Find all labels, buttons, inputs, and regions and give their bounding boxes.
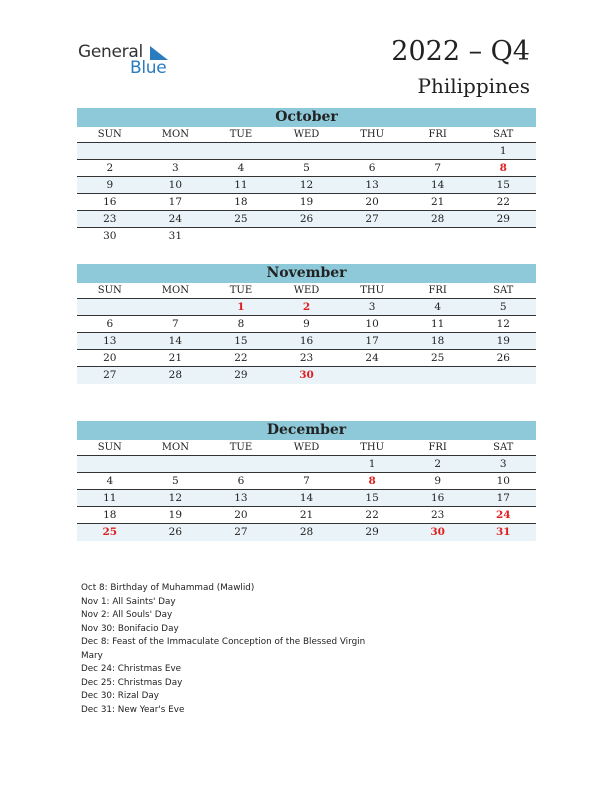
holiday-list-item: Mary	[81, 650, 103, 661]
day-cell: 10	[168, 179, 183, 191]
weekday-label: SAT	[493, 129, 514, 140]
day-cell: 6	[106, 318, 114, 330]
day-cell: 17	[365, 335, 379, 347]
day-cell: 8	[499, 162, 507, 174]
day-cell: 11	[430, 318, 445, 330]
day-cell	[470, 228, 536, 245]
day-cell: 29	[234, 369, 248, 381]
day-cell: 23	[430, 509, 445, 521]
day-cell: 12	[299, 179, 314, 191]
day-cell: 18	[430, 335, 445, 347]
day-cell: 26	[496, 352, 510, 364]
weekday-label: TUE	[229, 129, 253, 140]
day-cell: 1	[499, 145, 507, 157]
day-cell	[143, 299, 209, 315]
day-cell: 12	[168, 492, 183, 504]
day-cell: 25	[102, 526, 118, 538]
day-cell: 25	[234, 213, 248, 225]
weekday-row	[77, 440, 536, 456]
day-cell: 25	[430, 352, 445, 364]
day-cell: 11	[234, 179, 248, 191]
day-cell	[208, 228, 274, 245]
day-cell: 21	[430, 196, 445, 208]
holiday-list-item: Nov 2: All Souls' Day	[81, 610, 173, 620]
day-cell: 3	[499, 458, 507, 470]
page-title: 2022 – Q4	[391, 36, 530, 67]
day-cell: 10	[365, 318, 379, 330]
day-cell: 1	[368, 458, 376, 470]
holiday-list-item: Dec 8: Feast of the Immaculate Conception of the Blessed Virgin	[81, 637, 366, 647]
day-cell: 20	[103, 352, 117, 364]
day-cell	[77, 456, 143, 472]
week-row	[77, 507, 536, 524]
day-cell: 26	[299, 213, 314, 225]
logo-blue-text: Blue	[130, 58, 167, 78]
day-cell: 13	[365, 179, 379, 191]
day-cell: 13	[103, 335, 117, 347]
week-row	[77, 333, 536, 350]
day-cell: 7	[172, 318, 179, 330]
weekday-label: FRI	[428, 129, 447, 140]
day-cell: 23	[103, 213, 117, 225]
day-cell: 14	[168, 335, 183, 347]
day-cell	[339, 143, 405, 159]
day-cell	[143, 456, 209, 472]
weekday-label: SAT	[493, 285, 514, 296]
weekday-label: SUN	[97, 442, 122, 453]
weekday-label: TUE	[229, 285, 253, 296]
weekday-label: THU	[360, 442, 385, 453]
day-cell: 30	[103, 230, 117, 242]
day-cell: 9	[303, 318, 310, 330]
day-cell: 16	[299, 335, 314, 347]
day-cell	[339, 228, 405, 245]
day-cell: 15	[365, 492, 379, 504]
day-cell	[143, 143, 209, 159]
day-cell: 8	[368, 475, 376, 487]
day-cell: 14	[430, 179, 445, 191]
day-cell: 27	[103, 369, 117, 381]
holiday-list-item: Nov 30: Bonifacio Day	[81, 623, 179, 634]
day-cell	[77, 143, 143, 159]
day-cell: 11	[103, 492, 117, 504]
logo-general-text: General	[78, 42, 143, 62]
day-cell	[208, 143, 274, 159]
day-cell: 22	[365, 509, 379, 521]
day-cell: 19	[168, 509, 183, 521]
day-cell: 16	[430, 492, 445, 504]
weekday-label: MON	[161, 442, 189, 453]
day-cell: 17	[168, 196, 183, 208]
day-cell: 30	[430, 526, 445, 538]
weekday-label: MON	[161, 129, 189, 140]
week-row	[77, 456, 536, 473]
holiday-list-item: Oct 8: Birthday of Muhammad (Mawlid)	[81, 583, 255, 593]
weekday-label: SUN	[97, 129, 122, 140]
day-cell: 4	[237, 162, 245, 174]
day-cell: 24	[365, 352, 379, 364]
day-cell: 14	[299, 492, 314, 504]
day-cell: 3	[172, 162, 179, 174]
day-cell: 7	[303, 475, 310, 487]
weekday-label: WED	[293, 285, 320, 296]
day-cell: 23	[299, 352, 314, 364]
day-cell: 31	[168, 230, 183, 242]
day-cell	[208, 456, 274, 472]
weekday-label: THU	[360, 285, 385, 296]
day-cell	[77, 299, 143, 315]
holiday-list	[81, 582, 365, 717]
day-cell: 18	[234, 196, 248, 208]
day-cell	[339, 367, 405, 384]
day-cell: 7	[434, 162, 442, 174]
week-row	[77, 367, 536, 384]
weekday-label: MON	[161, 285, 189, 296]
day-cell: 2	[302, 301, 311, 313]
weekday-label: TUE	[229, 442, 253, 453]
day-cell: 26	[168, 526, 183, 538]
logo	[78, 42, 178, 82]
day-cell: 20	[365, 196, 379, 208]
weekday-label: FRI	[428, 285, 447, 296]
day-cell: 27	[234, 526, 248, 538]
day-cell: 6	[368, 162, 376, 174]
day-cell: 10	[496, 475, 510, 487]
week-row	[77, 228, 536, 245]
week-row	[77, 211, 536, 228]
day-cell: 21	[168, 352, 183, 364]
day-cell: 29	[496, 213, 510, 225]
day-cell: 24	[495, 509, 511, 521]
week-row	[77, 160, 536, 177]
country-name: Philippines	[417, 74, 530, 98]
weekday-label: FRI	[428, 442, 447, 453]
day-cell: 27	[365, 213, 379, 225]
day-cell	[405, 367, 471, 384]
holiday-list-item: Nov 1: All Saints' Day	[81, 596, 176, 607]
month-header: November	[77, 264, 536, 283]
week-row	[77, 316, 536, 333]
day-cell: 22	[496, 196, 510, 208]
day-cell: 19	[496, 335, 510, 347]
weekday-row	[77, 127, 536, 143]
day-cell: 8	[237, 318, 245, 330]
weekday-row	[77, 283, 536, 299]
day-cell: 29	[365, 526, 379, 538]
day-cell: 2	[106, 162, 114, 174]
day-cell: 13	[234, 492, 248, 504]
month-december	[77, 421, 536, 541]
month-october	[77, 108, 536, 245]
day-cell: 24	[168, 213, 183, 225]
week-row	[77, 177, 536, 194]
weekday-label: SAT	[493, 442, 514, 453]
day-cell: 1	[237, 301, 245, 313]
day-cell	[405, 143, 471, 159]
day-cell	[274, 143, 340, 159]
holiday-list-item: Dec 30: Rizal Day	[81, 691, 159, 701]
weekday-label: WED	[293, 129, 320, 140]
week-row	[77, 194, 536, 211]
day-cell	[274, 228, 340, 245]
day-cell: 4	[106, 475, 114, 487]
day-cell: 5	[303, 162, 310, 174]
month-header: October	[77, 108, 536, 127]
day-cell: 4	[434, 301, 442, 313]
weekday-label: WED	[293, 442, 320, 453]
week-row	[77, 143, 536, 160]
month-november	[77, 264, 536, 384]
day-cell: 28	[430, 213, 445, 225]
day-cell: 31	[495, 526, 511, 538]
day-cell	[470, 367, 536, 384]
weekday-label: SUN	[97, 285, 122, 296]
day-cell: 9	[434, 475, 442, 487]
day-cell: 18	[103, 509, 117, 521]
month-header: December	[77, 421, 536, 440]
day-cell: 3	[368, 301, 376, 313]
day-cell: 20	[234, 509, 248, 521]
week-row	[77, 350, 536, 367]
day-cell: 12	[496, 318, 510, 330]
day-cell: 30	[299, 369, 314, 381]
day-cell: 28	[299, 526, 314, 538]
day-cell	[274, 456, 340, 472]
holiday-list-item: Dec 24: Christmas Eve	[81, 664, 182, 674]
day-cell: 17	[496, 492, 510, 504]
weekday-label: THU	[360, 129, 385, 140]
day-cell: 6	[237, 475, 245, 487]
week-row	[77, 473, 536, 490]
day-cell: 2	[434, 458, 442, 470]
day-cell: 16	[103, 196, 117, 208]
day-cell: 9	[106, 179, 114, 191]
day-cell: 5	[499, 301, 507, 313]
day-cell: 15	[496, 179, 510, 191]
week-row	[77, 524, 536, 541]
day-cell	[405, 228, 471, 245]
holiday-list-item: Dec 25: Christmas Day	[81, 677, 183, 688]
day-cell: 21	[299, 509, 314, 521]
week-row	[77, 299, 536, 316]
day-cell: 19	[299, 196, 314, 208]
day-cell: 28	[168, 369, 183, 381]
week-row	[77, 490, 536, 507]
holiday-list-item: Dec 31: New Year's Eve	[81, 704, 185, 715]
day-cell: 15	[234, 335, 248, 347]
day-cell: 22	[234, 352, 248, 364]
day-cell: 5	[172, 475, 179, 487]
